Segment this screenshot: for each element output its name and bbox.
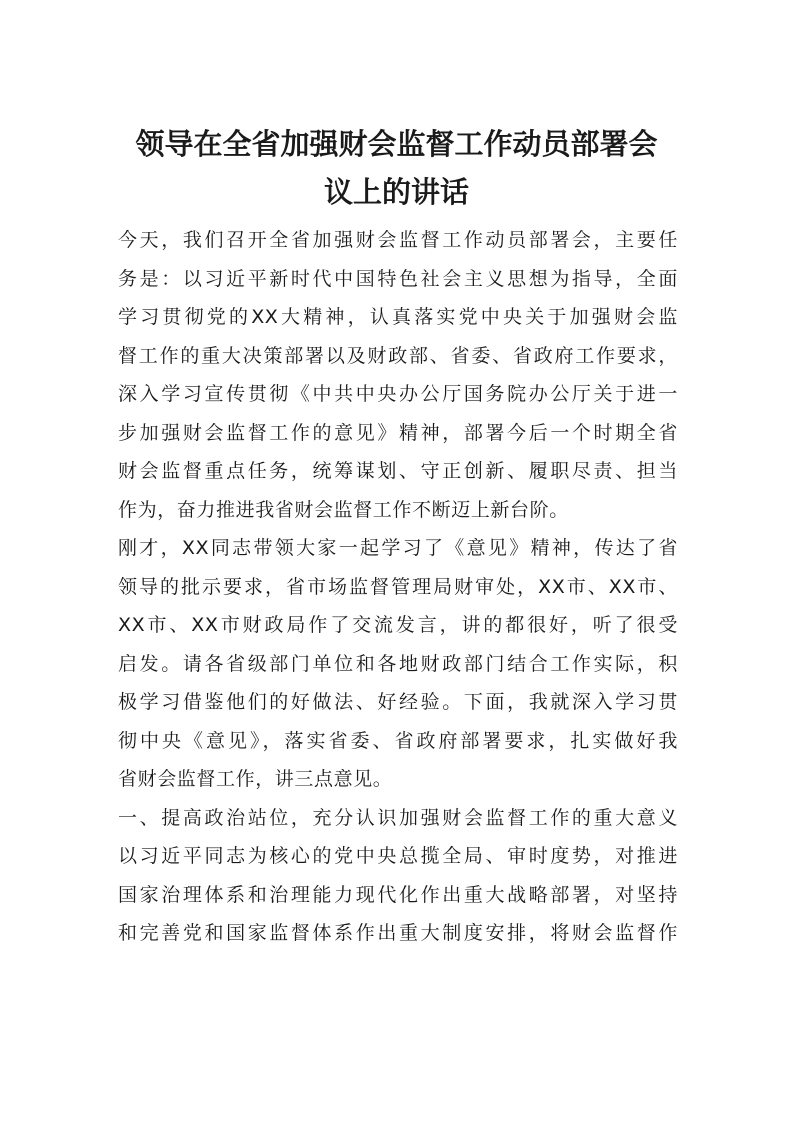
document-body (118, 221, 678, 953)
text-line: 作为，奋力推进我省财会监督工作不断迈上新台阶。 (118, 498, 569, 521)
text-line: 省财会监督工作，讲三点意见。 (118, 768, 393, 790)
text-line: 今天，我们召开全省加强财会监督工作动员部署会，主要任 (118, 229, 678, 251)
text-line: 彻中央《意见》，落实省委、省政府部署要求，扎实做好我 (118, 729, 678, 752)
text-line: 领导的批示要求，省市场监督管理局财审处，XX市、XX市、 (118, 575, 678, 598)
document-title-line-1: 领导在全省加强财会监督工作动员部署会 (135, 127, 658, 161)
text-line: 以习近平同志为核心的党中央总揽全局、审时度势，对推进 (118, 845, 678, 867)
text-line: 学习贯彻党的XX大精神，认真落实党中央关于加强财会监 (118, 306, 678, 328)
paragraph-section-1 (118, 837, 678, 953)
paragraph-opening (118, 221, 678, 529)
text-line: 深入学习宣传贯彻《中共中央办公厅国务院办公厅关于进一 (118, 383, 678, 405)
paragraph-review (118, 529, 678, 799)
text-line: 启发。请各省级部门单位和各地财政部门结合工作实际，积 (118, 652, 678, 675)
text-line: 刚才，XX同志带领大家一起学习了《意见》精神，传达了省 (118, 537, 678, 559)
text-line: 和完善党和国家监督体系作出重大制度安排，将财会监督作 (118, 922, 678, 944)
text-line: 极学习借鉴他们的好做法、好经验。下面，我就深入学习贯 (118, 691, 678, 713)
text-line: 步加强财会监督工作的意见》精神，部署今后一个时期全省 (118, 421, 678, 444)
document-title-line-2: 议上的讲话 (323, 175, 469, 209)
text-line: 督工作的重大决策部署以及财政部、省委、省政府工作要求， (118, 344, 678, 367)
text-line: 一、提高政治站位，充分认识加强财会监督工作的重大意义 (118, 806, 678, 829)
section-heading-1 (118, 799, 678, 838)
text-line: XX市、XX市财政局作了交流发言，讲的都很好，听了很受 (118, 614, 678, 636)
text-line: 国家治理体系和治理能力现代化作出重大战略部署，对坚持 (118, 883, 678, 906)
text-line: 财会监督重点任务，统筹谋划、守正创新、履职尽责、担当 (118, 460, 678, 482)
text-line: 务是：以习近平新时代中国特色社会主义思想为指导，全面 (118, 267, 678, 290)
